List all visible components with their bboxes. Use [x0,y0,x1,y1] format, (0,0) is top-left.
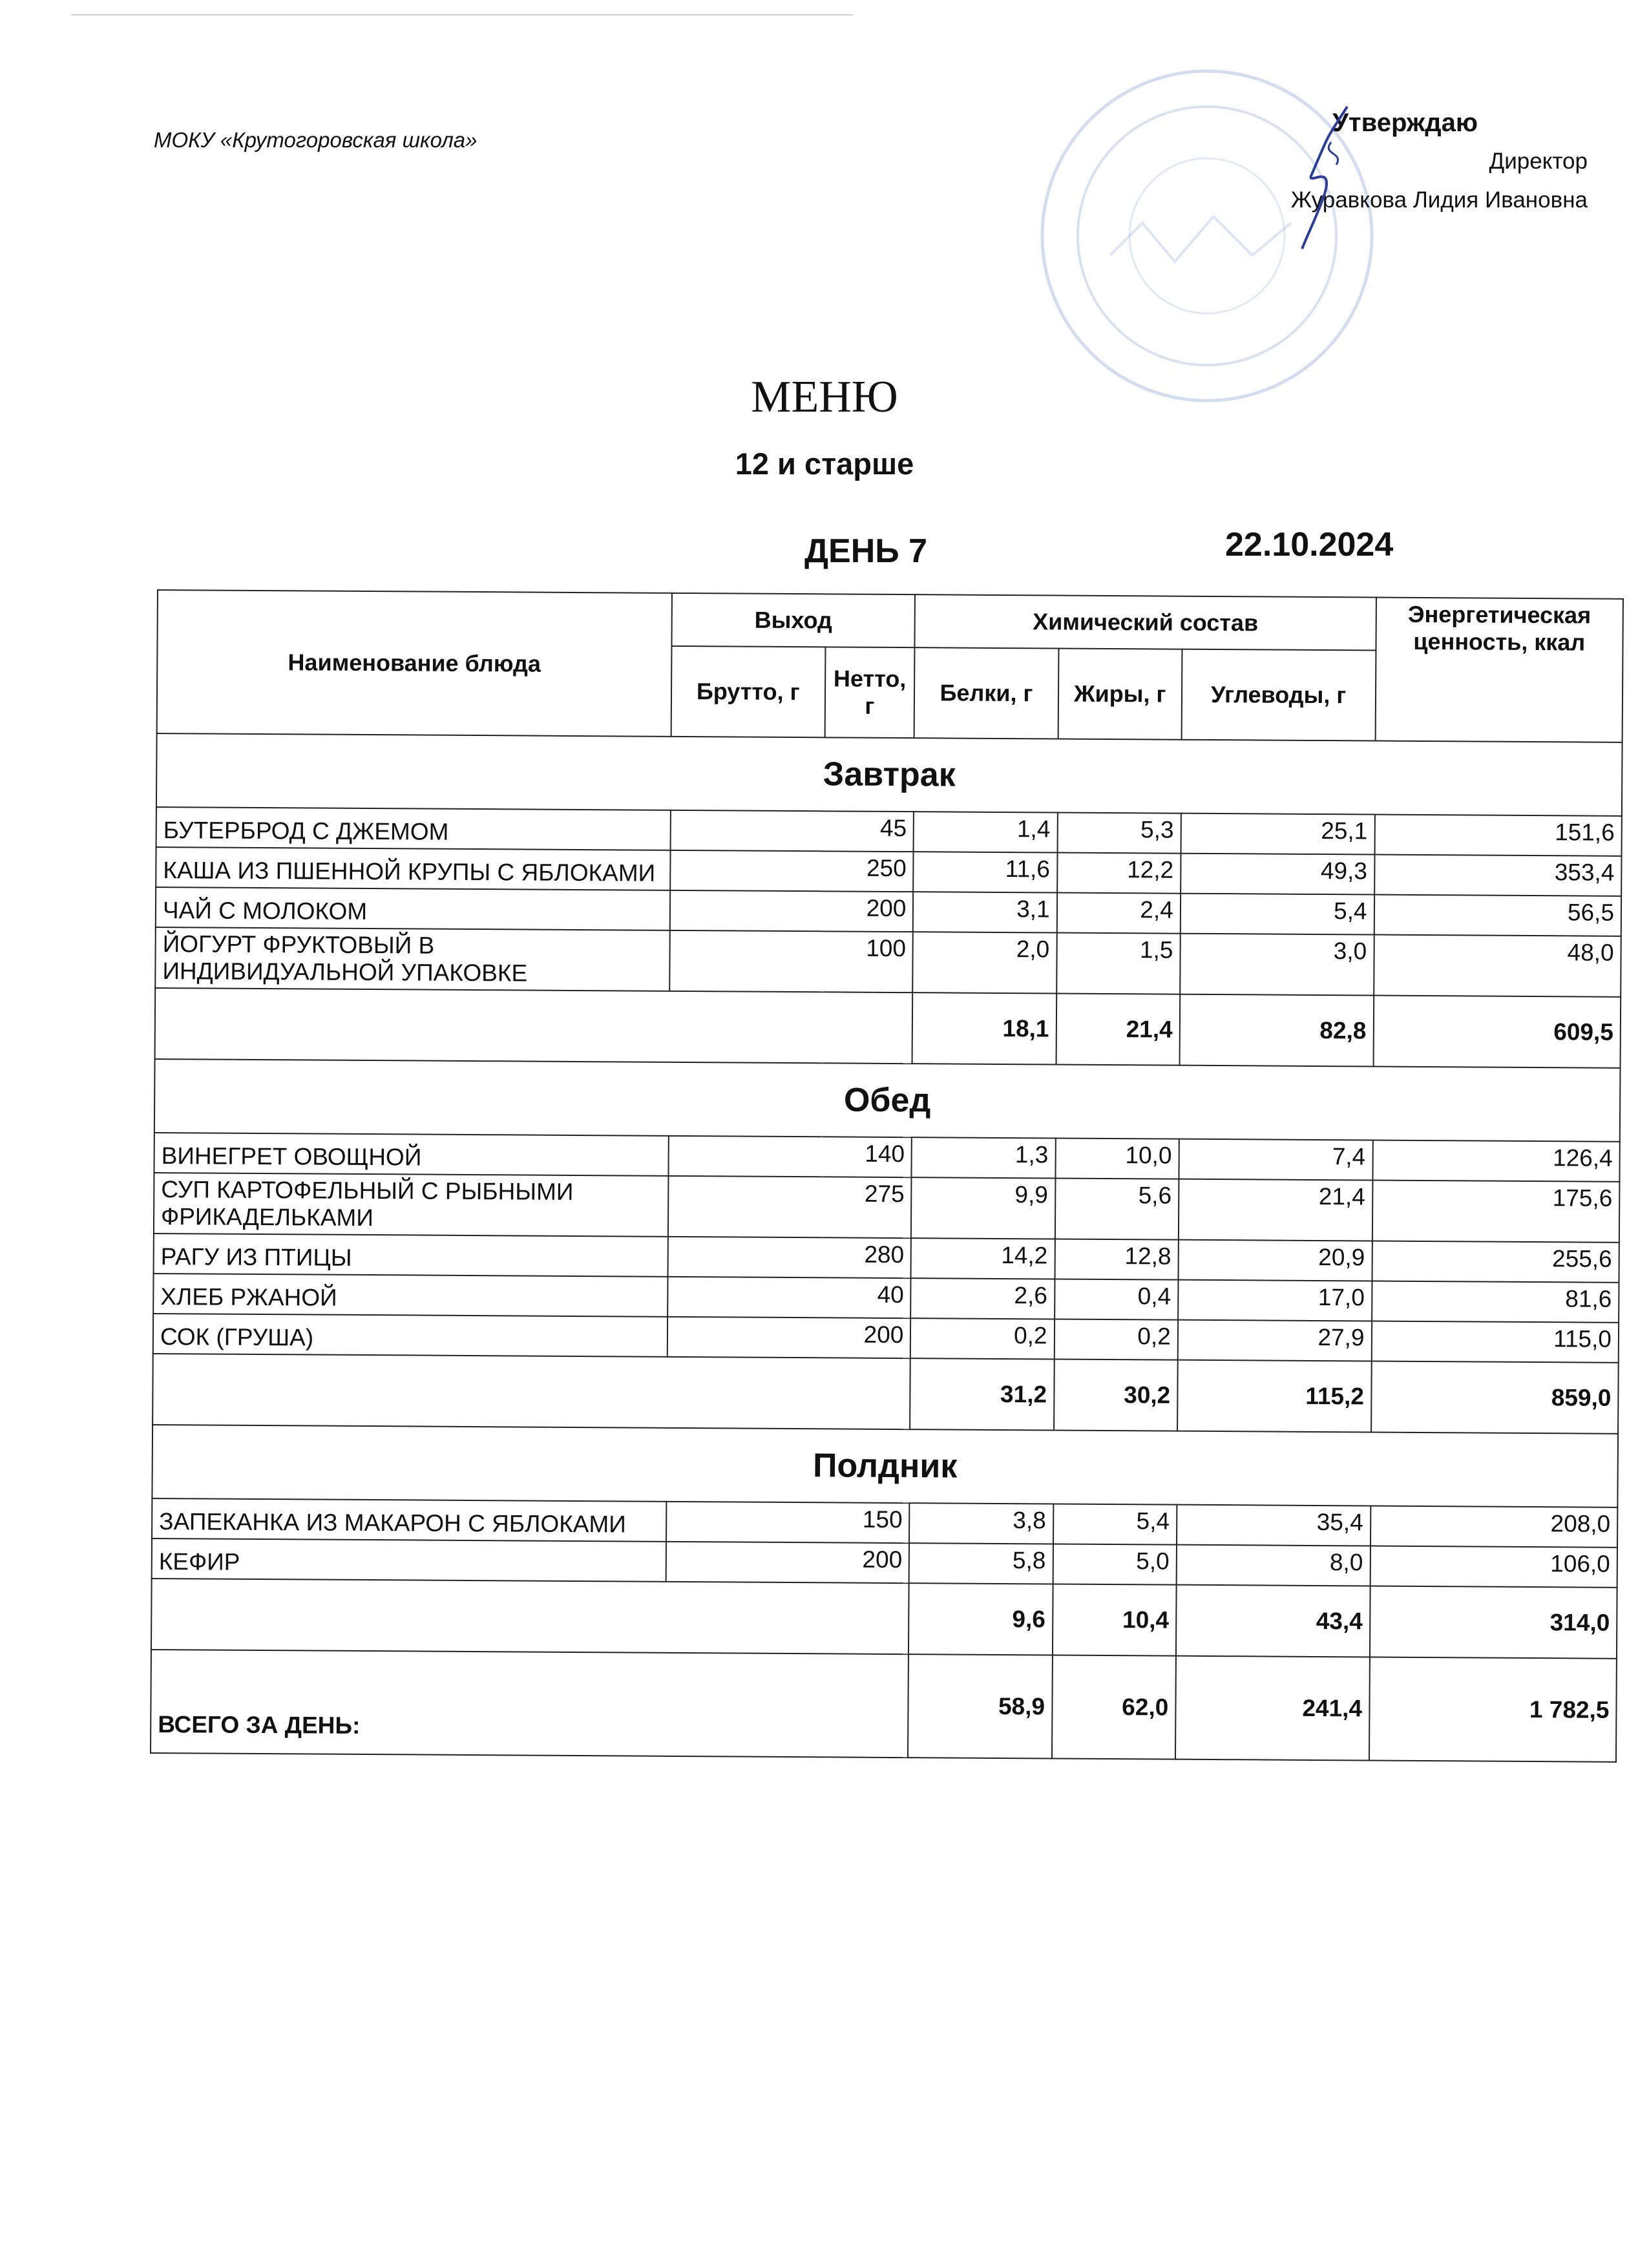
dish-name: ЙОГУРТ ФРУКТОВЫЙ В ИНДИВИДУАЛЬНОЙ УПАКОВКЕ [155,927,669,991]
grand-total-carbs: 241,4 [1175,1656,1370,1761]
total-fat: 21,4 [1056,994,1180,1066]
dish-fat: 5,3 [1057,813,1181,854]
dish-protein: 9,9 [911,1177,1055,1239]
dish-carbs: 3,0 [1180,934,1374,996]
dish-fat: 1,5 [1056,933,1181,994]
director-name: Журавкова Лидия Ивановна [1290,187,1588,213]
dish-output: 200 [667,1317,911,1358]
dish-name: ХЛЕБ РЖАНОЙ [153,1274,667,1317]
dish-carbs: 25,1 [1181,814,1374,855]
approve-label: Утверждаю [1332,109,1478,137]
col-header-name: Наименование блюда [157,590,672,737]
total-fat: 10,4 [1053,1584,1177,1655]
total-energy: 859,0 [1371,1361,1619,1434]
dish-output: 200 [666,1542,909,1583]
section-total-spacer [155,988,913,1064]
director-position: Директор [1489,149,1588,174]
section-total-row [155,988,1621,1068]
col-header-protein: Белки, г [914,647,1058,739]
dish-carbs: 21,4 [1179,1179,1372,1241]
total-protein: 31,2 [910,1358,1054,1430]
dish-fat: 12,2 [1057,853,1181,894]
section-header-row [154,1059,1621,1142]
dish-carbs: 49,3 [1181,854,1374,895]
total-energy: 314,0 [1369,1586,1617,1658]
total-carbs: 82,8 [1179,994,1373,1067]
dish-protein: 1,4 [914,812,1058,852]
section-title: Полдник [152,1425,1618,1507]
dish-name: КЕФИР [152,1538,666,1582]
dish-energy: 48,0 [1374,935,1621,997]
dish-fat: 12,8 [1055,1239,1179,1280]
dish-name: ЧАЙ С МОЛОКОМ [156,887,670,930]
dish-output: 40 [667,1277,911,1318]
grand-total-protein: 58,9 [908,1654,1052,1758]
dish-output: 140 [668,1136,912,1177]
dish-energy: 255,6 [1372,1241,1619,1283]
dish-name: СОК (ГРУША) [153,1314,667,1357]
grand-total-fat: 62,0 [1052,1655,1176,1759]
total-carbs: 115,2 [1177,1360,1371,1433]
total-protein: 9,6 [909,1583,1053,1655]
page-title: МЕНЮ [751,372,898,422]
grand-total-label: ВСЕГО ЗА ДЕНЬ: [151,1650,909,1758]
dish-fat: 2,4 [1056,893,1181,934]
dish-output: 100 [669,930,913,992]
dish-protein: 3,1 [913,892,1057,932]
dish-fat: 10,0 [1055,1139,1179,1179]
dish-carbs: 17,0 [1178,1280,1372,1321]
col-header-netto: Нетто, г [824,647,915,738]
menu-date: 22.10.2024 [1225,526,1394,563]
age-group: 12 и старше [735,446,914,481]
dish-output: 275 [668,1176,912,1238]
dish-protein: 14,2 [911,1238,1055,1279]
col-header-carbs: Углеводы, г [1181,649,1376,741]
dish-energy: 175,6 [1372,1181,1619,1243]
dish-fat: 5,6 [1055,1179,1179,1240]
day-label: ДЕНЬ 7 [804,532,928,570]
dish-energy: 208,0 [1371,1506,1618,1547]
dish-carbs: 20,9 [1178,1240,1372,1281]
total-fat: 30,2 [1054,1360,1178,1431]
dish-output: 250 [670,850,914,892]
school-name: МОКУ «Крутогоровская школа» [154,128,478,152]
total-carbs: 43,4 [1176,1585,1370,1657]
dish-output: 150 [666,1502,910,1543]
dish-fat: 5,0 [1053,1544,1177,1584]
dish-name: РАГУ ИЗ ПТИЦЫ [154,1234,668,1277]
total-protein: 18,1 [912,992,1056,1064]
dish-energy: 126,4 [1372,1140,1620,1182]
dish-energy: 106,0 [1370,1546,1617,1587]
dish-carbs: 35,4 [1177,1505,1371,1546]
dish-output: 280 [667,1237,911,1278]
section-header-row [152,1425,1618,1507]
scan-edge-line [71,14,853,16]
dish-name: ВИНЕГРЕТ ОВОЩНОЙ [154,1133,668,1176]
dish-carbs: 5,4 [1181,894,1374,935]
dish-carbs: 7,4 [1179,1139,1372,1181]
dish-protein: 0,2 [910,1318,1055,1359]
section-total-row [152,1354,1619,1434]
dish-name: КАША ИЗ ПШЕННОЙ КРУПЫ С ЯБЛОКАМИ [156,847,670,890]
dish-protein: 1,3 [912,1137,1056,1178]
dish-protein: 2,0 [913,932,1057,993]
dish-row [155,927,1621,997]
dish-fat: 0,4 [1055,1279,1179,1320]
dish-protein: 11,6 [914,852,1058,892]
col-header-brutto: Брутто, г [671,646,825,737]
section-total-row [151,1579,1617,1659]
grand-total-energy: 1 782,5 [1369,1657,1616,1761]
section-total-spacer [152,1354,910,1429]
dish-name: ЗАПЕКАНКА ИЗ МАКАРОН С ЯБЛОКАМИ [152,1498,666,1542]
col-header-chemistry: Химический состав [915,594,1376,650]
dish-name: БУТЕРБРОД С ДЖЕМОМ [156,807,671,850]
dish-carbs: 8,0 [1176,1545,1370,1586]
section-header-row [156,733,1623,816]
total-energy: 609,5 [1373,996,1621,1068]
col-header-fat: Жиры, г [1058,649,1182,740]
dish-energy: 151,6 [1374,815,1622,856]
section-title: Завтрак [156,733,1623,816]
col-header-energy: Энергетическая ценность, ккал [1375,598,1623,742]
col-header-output: Выход [671,593,915,647]
dish-carbs: 27,9 [1178,1320,1372,1361]
dish-energy: 353,4 [1374,855,1622,896]
section-total-spacer [151,1579,909,1654]
dish-name: СУП КАРТОФЕЛЬНЫЙ С РЫБНЫМИ ФРИКАДЕЛЬКАМИ [154,1173,668,1237]
dish-row [154,1173,1620,1243]
grand-total-row [151,1650,1617,1762]
dish-output: 45 [670,810,914,852]
dish-energy: 115,0 [1371,1321,1619,1363]
dish-output: 200 [670,890,914,932]
director-signature [1286,103,1363,252]
menu-table [150,589,1624,1763]
dish-protein: 5,8 [909,1543,1053,1584]
dish-energy: 81,6 [1372,1281,1619,1323]
dish-protein: 3,8 [909,1503,1053,1544]
dish-protein: 2,6 [911,1278,1055,1319]
section-title: Обед [154,1059,1621,1142]
dish-fat: 0,2 [1054,1319,1178,1360]
dish-energy: 56,5 [1374,895,1621,936]
approval-block [1187,103,1588,220]
dish-fat: 5,4 [1053,1504,1177,1544]
